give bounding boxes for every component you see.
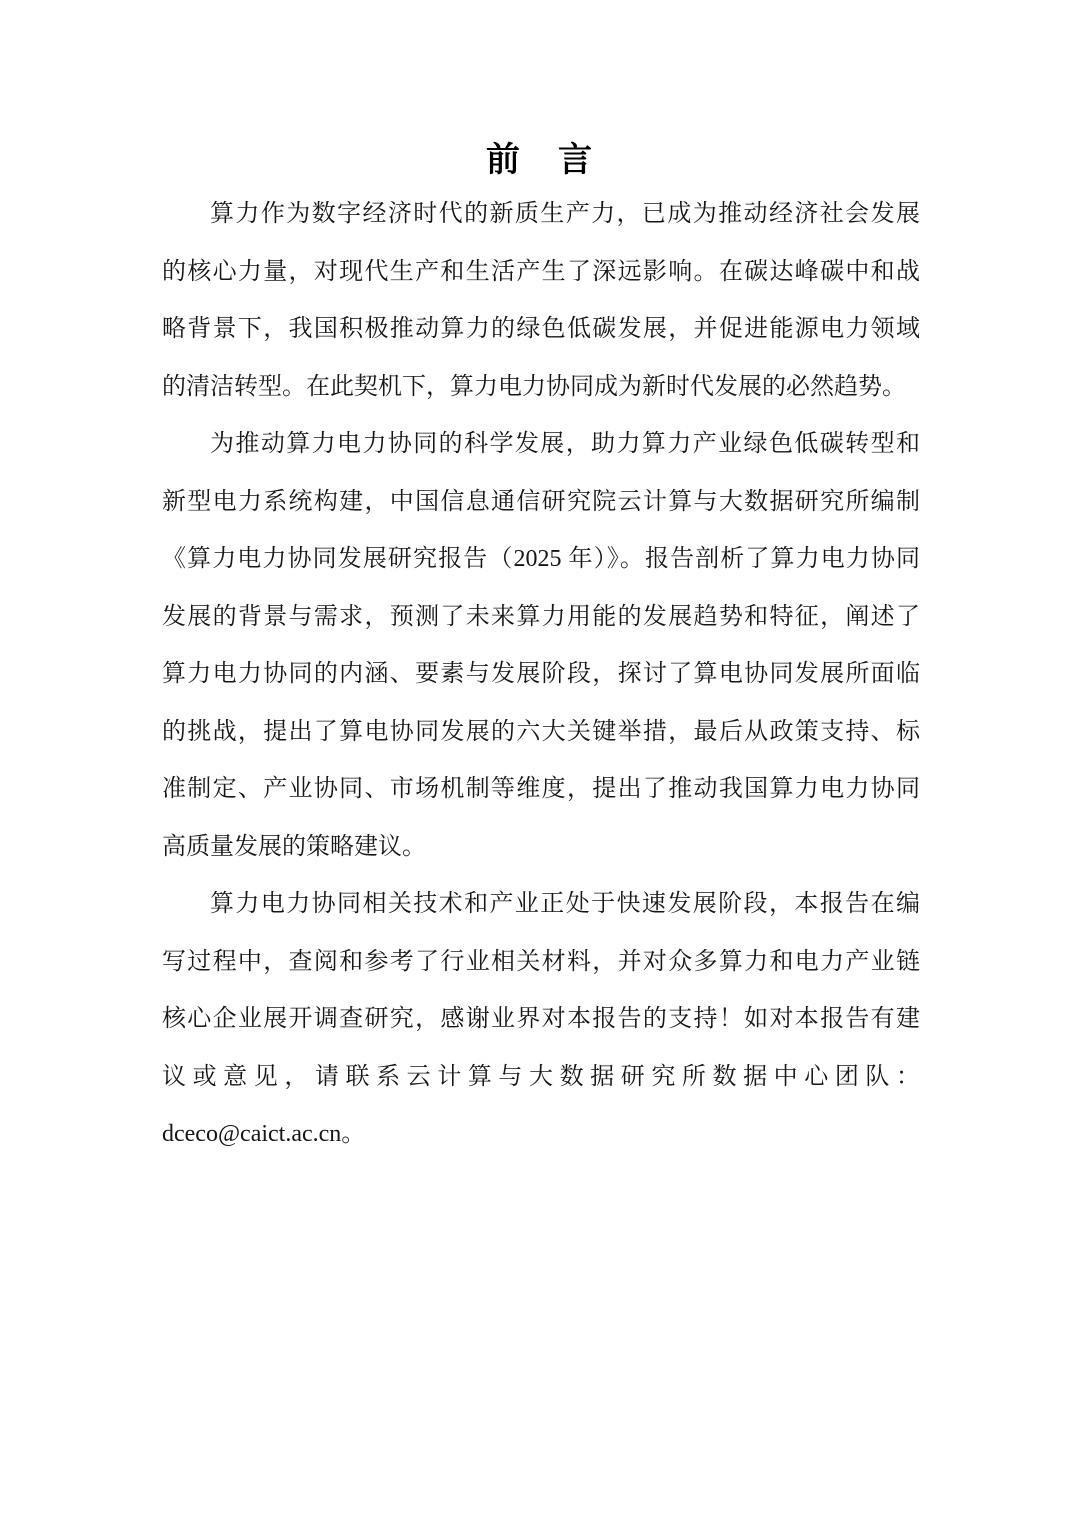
paragraph-1: [162, 186, 920, 416]
text-line: 算力电力协同相关技术和产业正处于快速发展阶段，本报告在编: [210, 891, 920, 917]
text-line: 算力电力协同的内涵、要素与发展阶段，探讨了算电协同发展所面临: [162, 661, 920, 687]
text-line: 《算力电力协同发展研究报告（2025 年）》。报告剖析了算力电力协同: [162, 546, 920, 572]
text-line: 的清洁转型。在此契机下，算力电力协同成为新时代发展的必然趋势。: [162, 373, 906, 400]
contact-email-line: dceco@caict.ac.cn。: [162, 1121, 366, 1147]
text-line: 算力作为数字经济时代的新质生产力，已成为推动经济社会发展: [210, 201, 920, 227]
document-body: [162, 186, 920, 1164]
text-line: 略背景下，我国积极推动算力的绿色低碳发展，并促进能源电力领域: [162, 316, 920, 342]
paragraph-2: [162, 416, 920, 876]
text-line: 核心企业展开调查研究，感谢业界对本报告的支持！如对本报告有建: [162, 1006, 920, 1032]
text-line: 的核心力量，对现代生产和生活产生了深远影响。在碳达峰碳中和战: [162, 258, 920, 285]
text-line: 议或意见，请联系云计算与大数据研究所数据中心团队：: [162, 1063, 920, 1090]
text-line: 为推动算力电力协同的科学发展，助力算力产业绿色低碳转型和: [210, 431, 920, 457]
paragraph-3: [162, 876, 920, 1164]
page-title: 前 言: [486, 141, 594, 179]
text-line: 高质量发展的策略建议。: [162, 833, 426, 860]
text-line: 写过程中，查阅和参考了行业相关材料，并对众多算力和电力产业链: [162, 948, 920, 975]
text-line: 的挑战，提出了算电协同发展的六大关键举措，最后从政策支持、标: [162, 718, 920, 745]
text-line: 发展的背景与需求，预测了未来算力用能的发展趋势和特征，阐述了: [162, 603, 920, 630]
text-line: 准制定、产业协同、市场机制等维度，提出了推动我国算力电力协同: [162, 776, 920, 802]
text-line: 新型电力系统构建，中国信息通信研究院云计算与大数据研究所编制: [162, 488, 920, 515]
